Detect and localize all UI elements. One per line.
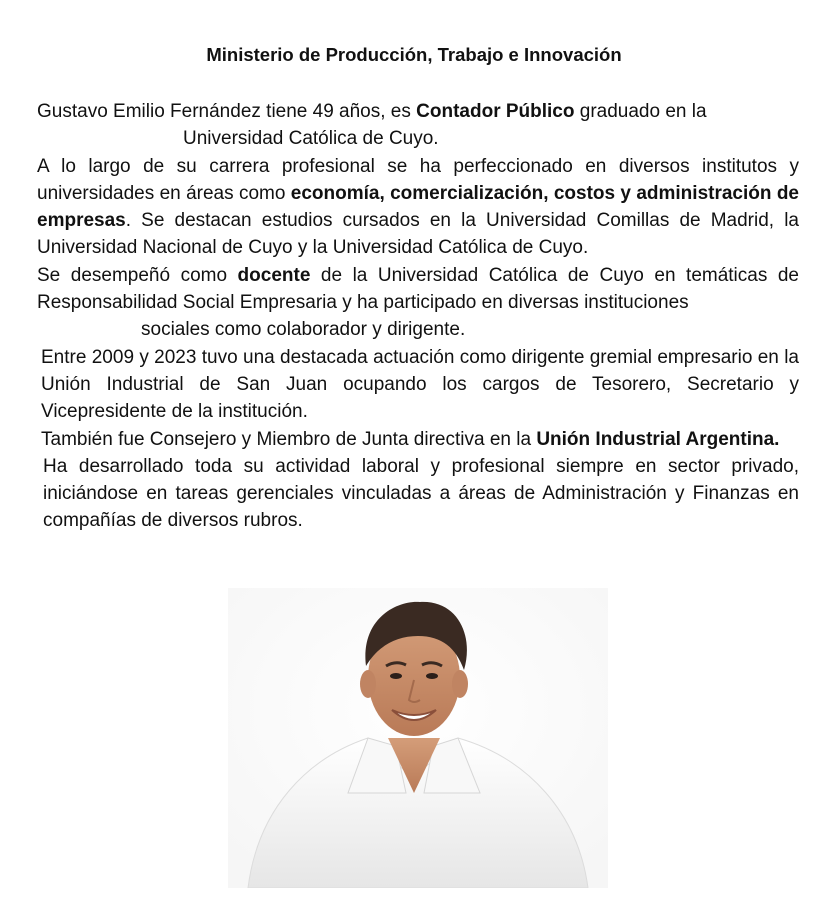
bio-paragraph-3	[37, 262, 799, 344]
bio-p3-text-end: de la Universidad Católica de Cuyo en temáticas de Responsabilidad Social Empresaria y ha participado en diversas instituciones	[37, 264, 799, 314]
bio-paragraph-4	[37, 344, 799, 426]
bio-p5-text: También fue Consejero y Miembro de Junta directiva en la	[41, 428, 537, 450]
bio-p1-text-end: graduado en la	[574, 101, 707, 122]
bio-p3-tail: sociales como colaborador y dirigente.	[141, 319, 466, 341]
bio-p1-text: Gustavo Emilio Fernández tiene 49 años, es	[37, 101, 417, 122]
bio-paragraph-6	[37, 453, 799, 535]
bio-p1-tail: Universidad Católica de Cuyo.	[183, 128, 439, 150]
bio-p3-text: Se desempeñó como	[37, 264, 238, 286]
portrait-photo	[228, 588, 608, 888]
document-title: Ministerio de Producción, Trabajo e Innovación	[206, 44, 622, 65]
bio-paragraph-1	[37, 98, 799, 153]
bio-p3-bold: docente	[237, 264, 311, 286]
bio-p5-bold: Unión Industrial Argentina.	[536, 428, 780, 450]
bio-p6-text: Ha desarrollado toda su actividad laboral y profesional siempre en sector privado, iniciándose en tareas gerenciales vinculadas a áreas de Administración y Finanzas en compañías de diversos rubros.	[43, 455, 799, 532]
bio-p1-bold: Contador Público	[416, 101, 575, 122]
bio-paragraph-2	[37, 153, 799, 262]
bio-text	[37, 98, 799, 535]
portrait-icon	[228, 588, 608, 888]
bio-paragraph-5	[37, 426, 799, 453]
bio-p2-text: A lo largo de su carrera profesional se ha perfeccionado en diversos institutos y universidades en áreas como	[37, 155, 799, 204]
bio-p2-bold: economía, comercialización, costos y administración de empresas	[37, 182, 800, 232]
bio-p4-text: Entre 2009 y 2023 tuvo una destacada actuación como dirigente gremial empresario en la Unión Industrial de San Juan ocupando los cargos de Tesorero, Secretario y Vicepresidente de la institución.	[41, 346, 799, 423]
bio-p2-text-end: . Se destacan estudios cursados en la Universidad Comillas de Madrid, la Universidad Nacional de Cuyo y la Universidad Católica de Cuyo.	[37, 210, 799, 259]
